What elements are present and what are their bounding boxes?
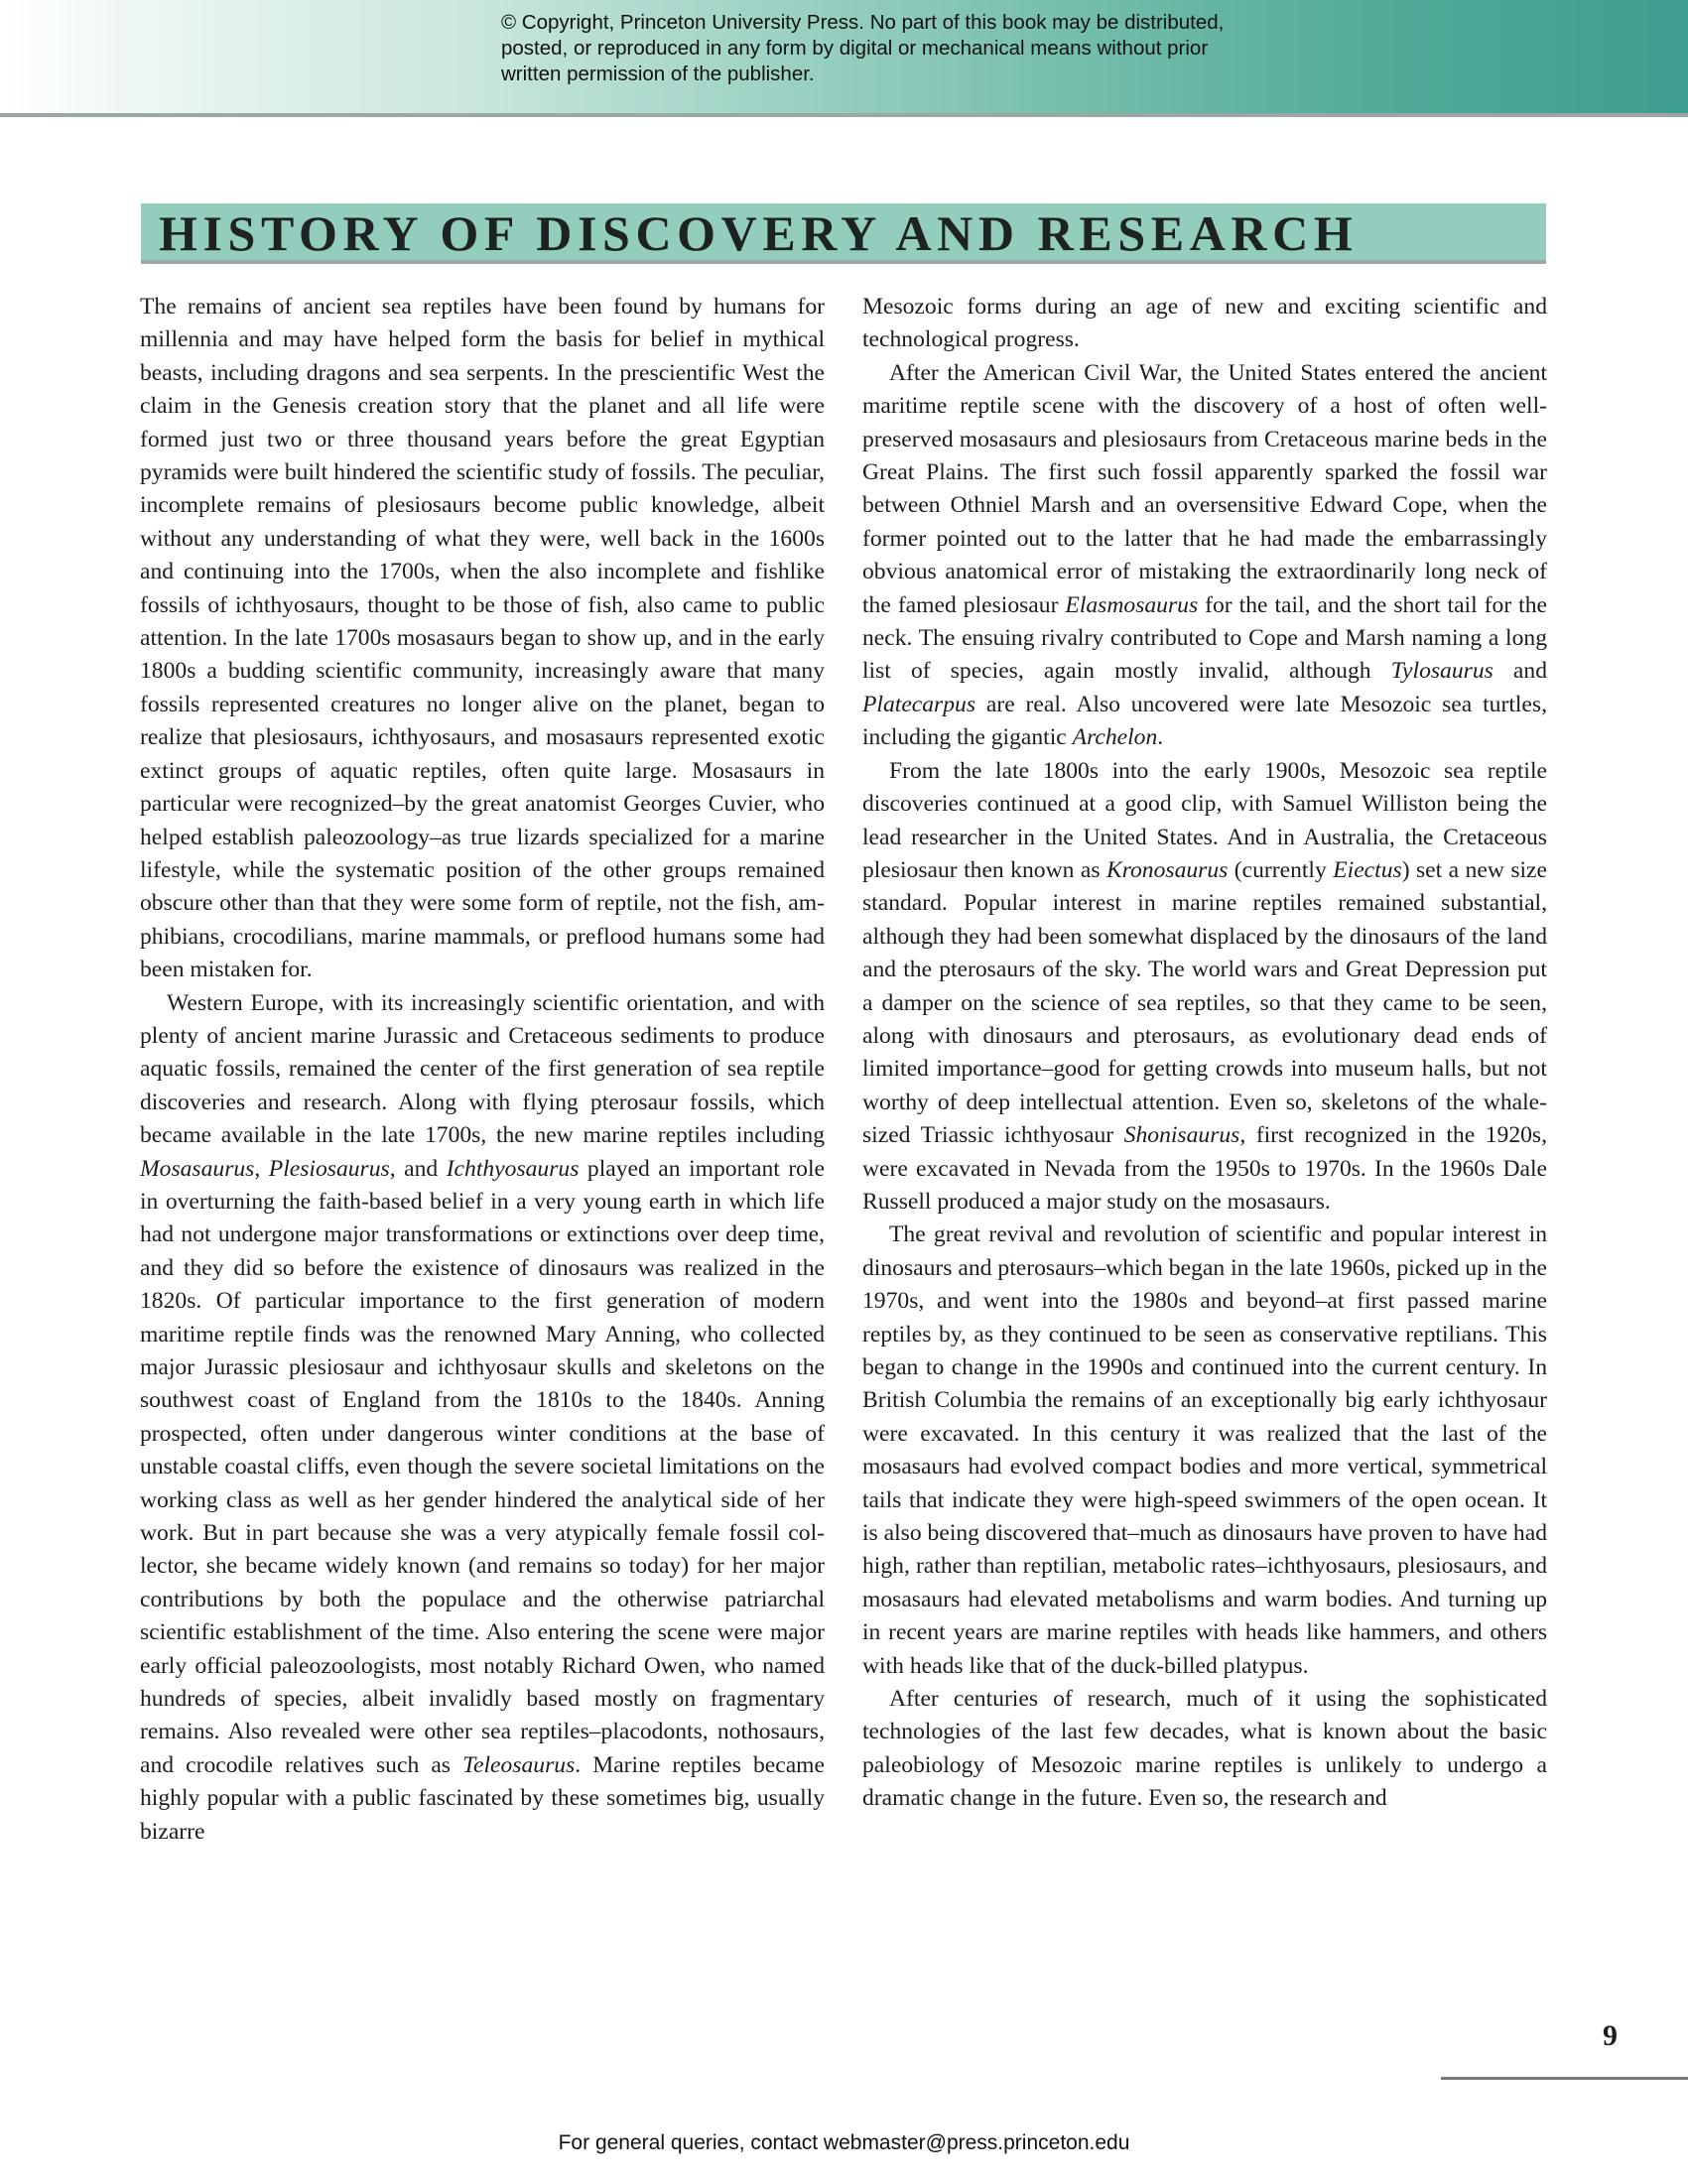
taxon-name: Ichthyosaurus (446, 1155, 580, 1182)
paragraph-text: . (1157, 724, 1164, 751)
taxon-name: Shonisaurus (1123, 1122, 1240, 1149)
banner-divider (0, 113, 1688, 117)
paragraph-text: , (254, 1155, 269, 1182)
taxon-name: Tylosaurus (1390, 658, 1493, 685)
taxon-name: Elasmosaurus (1065, 591, 1199, 618)
taxon-name: Platecarpus (862, 691, 976, 717)
paragraph-text: The great revival and revolution of scientific and popular interest in dinosaurs and pterosaurs–which began in the late 1960s, picked up in the 1970s, and went into the 1980s and beyond–at first passed marine reptiles by, as they continued to be seen as conservative reptilians. This began to change in the 1990s and continued into the current century. In British Columbia the remains of an exceptionally big early ichthyosaur were excavated. In this century it was realized that the last of the mosasaurs had evolved compact bodies and more vertical, symmetrical tails that indicate they were high-speed swimmers of the open ocean. It is also being discovered that–much as dinosaurs have proven to have had high, rather than reptilian, metabolic rates–ichthyosaurs, plesiosaurs, and mosasaurs had elevated metabolisms and warm bodies. And turning up in recent years are marine reptiles with heads like hammers, and others with heads like that of the duck-billed platypus. (862, 1221, 1547, 1679)
folio-divider (1441, 2077, 1688, 2080)
copyright-notice: © Copyright, Princeton University Press. No part of this book may be distributed, posted, or reproduced in any form by digital or mechanical means without prior written permission of the publisher. (501, 11, 1225, 85)
paragraph-text: From the late 1800s into the early 1900s, Mesozoic sea reptile discoveries continued at a good clip, with Samuel Williston being the lead researcher in the United States. And in Australia, the Cretaceous plesiosaur then known as (862, 757, 1547, 883)
paragraph (140, 987, 825, 1850)
taxon-name: Eiectus (1333, 856, 1402, 883)
right-column (862, 291, 1547, 1816)
paragraph-text: (currently (1228, 856, 1334, 883)
paragraph-text: After the American Civil War, the United States entered the ancient maritime reptile scene with the discovery of a host of often well-preserved mosasaurs and plesiosaurs from Cretaceous marine beds in the Great Plains. The first such fossil apparently sparked the fossil war between Othniel Marsh and an oversensitive Edward Cope, when the former pointed out to the latter that he had made the embarrassingly obvious anatomical error of mistaking the extraordinarily long neck of the famed plesiosaur (862, 359, 1547, 618)
page-number: 9 (1603, 2019, 1618, 2052)
section-title: HISTORY OF DISCOVERY AND RESEARCH (159, 205, 1359, 261)
paragraph-text: After centuries of research, much of it using the sophisticated technologies of the last few decades, what is known about the basic paleobiology of Mesozoic marine reptiles is unlikely to undergo a dramatic change in the future. Even so, the research and (862, 1686, 1547, 1812)
paragraph-text: The remains of ancient sea reptiles have been found by humans for millennia and may have helped form the basis for belief in mythical beasts, including dragons and sea serpents. In the prescientific West the claim in the Genesis creation story that the planet and all life were formed just two or three thousand years before the great Egyptian pyramids were built hindered the scientific study of fossils. The peculiar, incomplete remains of plesiosaurs become public knowledge, albeit without any understanding of what they were, well back in the 1600s and continuing into the 1700s, when the also incomplete and fishlike fossils of ichthyosaurs, thought to be those of fish, also came to public attention. In the late 1700s mosasaurs began to show up, and in the early 1800s a budding scientific community, increasingly aware that many fossils represented creatures no longer alive on the planet, began to realize that plesiosaurs, ichthyosaurs, and mosasaurs represented exotic extinct groups of aquatic reptiles, often quite large. Mosasaurs in particular were recognized–by the great anatomist Georges Cuvier, who helped establish paleozoology–as true lizards specialized for a marine lifestyle, while the systematic position of the other groups remained obscure other than that they were some form of reptile, not the fish, amphibians, crocodilians, marine mammals, or preflood humans some had been mistaken for. (140, 294, 825, 983)
paragraph-text: , first recognized in the 1920s, were excavated in Nevada from the 1950s to 1970s. In the 1960s Dale Russell produced a major study on the mosasaurs. (862, 1122, 1547, 1215)
paragraph-text: . Marine reptiles became highly popular with a public fascinated by these sometimes big, usually bizarre (140, 1751, 825, 1845)
paragraph (862, 755, 1547, 1220)
paragraph-text: are real. Also uncovered were late Mesozoic sea turtles, including the gigantic (862, 691, 1547, 751)
taxon-name: Kronosaurus (1105, 856, 1229, 883)
taxon-name: Archelon (1072, 724, 1158, 751)
taxon-name: Teleosaurus (462, 1751, 576, 1778)
paragraph-text: played an important role in overturning the faith-based belief in a very young earth in which life had not undergone major transformations or extinctions over deep time, and they did so before the existence of dinosaurs was realized in the 1820s. Of particular importance to the first generation of modern maritime reptile finds was the renowned Mary Anning, who collected major Jurassic plesiosaur and ichthyosaur skulls and skeletons on the southwest coast of England from the 1810s to the 1840s. Anning prospected, often under dangerous winter conditions at the base of unstable coastal cliffs, even though the severe societal limitations on the working class as well as her gender hindered the analytical side of her work. But in part because she was a very atypically female fossil collector, she became widely known (and remains so today) for her major contributions by both the populace and the otherwise patriarchal scientific establishment of the time. Also entering the scene were major early official paleozoologists, most notably Richard Owen, who named hundreds of species, albeit invalidly based mostly on fragmentary remains. Also revealed were other sea reptiles–placodonts, nothosaurs, and crocodile relatives such as (140, 1155, 826, 1778)
paragraph-text: Mesozoic forms during an age of new and exciting scientific and technological progress. (862, 294, 1547, 353)
paragraph (862, 1683, 1547, 1816)
paragraph (862, 357, 1547, 755)
footer-contact: For general queries, contact webmaster@press.princeton.edu (558, 2131, 1130, 2154)
taxon-name: Plesiosaurus (268, 1155, 390, 1182)
left-column (140, 291, 825, 1849)
paragraph-text: Western Europe, with its increasingly scientific orientation, and with plenty of ancient marine Jurassic and Cretaceous sediments to produce aquatic fossils, remained the center of the first generation of sea reptile discoveries and research. Along with flying pterosaur fossils, which became available in the late 1700s, the new marine reptiles including (140, 989, 825, 1149)
paragraph-text: for the tail, and the short tail for the neck. The ensuing rivalry contributed to Cope and Marsh naming a long list of species, again mostly invalid, although (862, 591, 1547, 685)
paragraph (140, 291, 825, 987)
paragraph-text: ) set a new size standard. Popular interest in marine reptiles remained substantial, although they had been somewhat displaced by the dinosaurs of the land and the pterosaurs of the sky. The world wars and Great Depression put a damper on the science of sea reptiles, so that they came to be seen, along with dinosaurs and pterosaurs, as evolutionary dead ends of limited importance–good for getting crowds into museum halls, but not worthy of deep intellectual attention. Even so, skeletons of the whale-sized Triassic ichthyosaur (862, 856, 1547, 1149)
taxon-name: Mosasaurus (140, 1155, 255, 1182)
paragraph-text: , and (389, 1155, 447, 1182)
paragraph (862, 1219, 1547, 1683)
paragraph-text: and (1493, 658, 1547, 685)
paragraph (862, 291, 1547, 357)
